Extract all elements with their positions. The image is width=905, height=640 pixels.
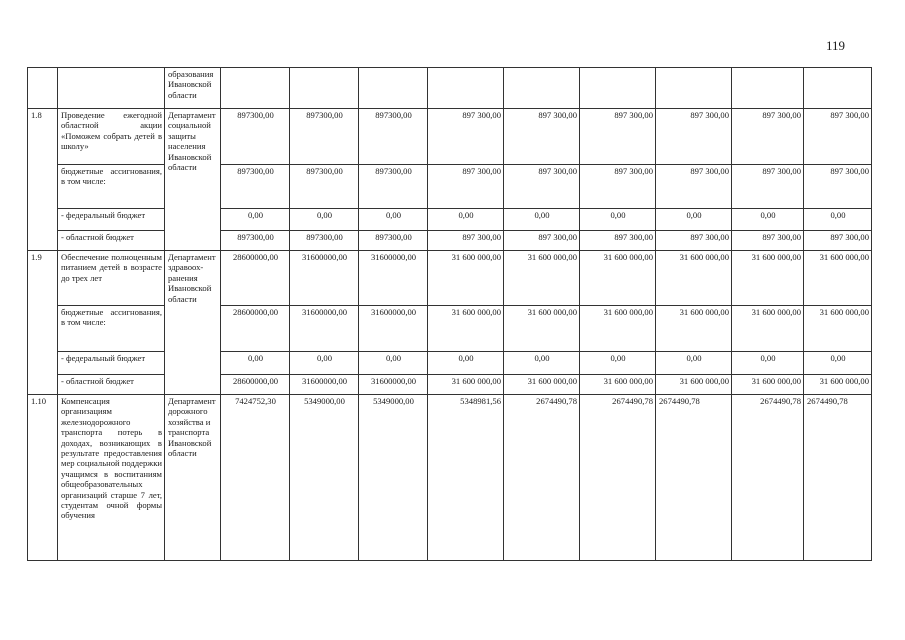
table-row bbox=[28, 231, 872, 251]
value-cell: 897 300,00 bbox=[428, 165, 504, 209]
value-cell: 0,00 bbox=[732, 352, 804, 375]
table-cell bbox=[580, 68, 656, 109]
value-cell: 0,00 bbox=[804, 352, 872, 375]
value-cell: 897 300,00 bbox=[804, 165, 872, 209]
value-cell: 897300,00 bbox=[290, 165, 359, 209]
value-cell: 31 600 000,00 bbox=[656, 375, 732, 395]
value-cell: 31600000,00 bbox=[359, 251, 428, 306]
item-name: Проведение ежегодной областной акции «Поможем собрать детей в школу» bbox=[58, 109, 165, 165]
value-cell: 31 600 000,00 bbox=[656, 251, 732, 306]
table-cell bbox=[58, 68, 165, 109]
value-cell: 0,00 bbox=[656, 352, 732, 375]
value-cell: 0,00 bbox=[504, 352, 580, 375]
value-cell: 2674490,78 bbox=[804, 395, 872, 561]
value-cell: 31600000,00 bbox=[359, 306, 428, 352]
value-cell: 31 600 000,00 bbox=[804, 251, 872, 306]
value-cell: 0,00 bbox=[359, 209, 428, 231]
table-row bbox=[28, 251, 872, 306]
value-cell: 31 600 000,00 bbox=[428, 375, 504, 395]
value-cell: 0,00 bbox=[656, 209, 732, 231]
item-name: Компенсация организациям железнодорожного транспорта потерь в доходах, возникающих в результате предоставления мер социальной поддержки учащимся в воспитаниям общеобразовательных организаций старше 7 лет, студентам очной формы обучения bbox=[58, 395, 165, 561]
executor-cell: Департамент здравоох-ранения Ивановской области bbox=[165, 251, 221, 395]
item-number: 1.10 bbox=[28, 395, 58, 561]
value-cell: 31 600 000,00 bbox=[580, 251, 656, 306]
row-label: бюджетные ассигнования, в том числе: bbox=[58, 306, 165, 352]
item-number: 1.8 bbox=[28, 109, 58, 251]
value-cell: 31 600 000,00 bbox=[428, 251, 504, 306]
row-label: - областной бюджет bbox=[58, 375, 165, 395]
value-cell: 31600000,00 bbox=[290, 251, 359, 306]
value-cell: 2674490,78 bbox=[504, 395, 580, 561]
table-row bbox=[28, 68, 872, 109]
value-cell: 897 300,00 bbox=[580, 109, 656, 165]
table-cell bbox=[359, 68, 428, 109]
value-cell: 897 300,00 bbox=[656, 165, 732, 209]
value-cell: 897 300,00 bbox=[428, 231, 504, 251]
table-cell bbox=[290, 68, 359, 109]
value-cell: 0,00 bbox=[732, 209, 804, 231]
table-row bbox=[28, 352, 872, 375]
value-cell: 897300,00 bbox=[359, 165, 428, 209]
value-cell: 897300,00 bbox=[290, 109, 359, 165]
value-cell: 897 300,00 bbox=[504, 109, 580, 165]
value-cell: 897300,00 bbox=[221, 165, 290, 209]
value-cell: 897300,00 bbox=[359, 109, 428, 165]
table-row bbox=[28, 395, 872, 561]
value-cell: 31 600 000,00 bbox=[504, 375, 580, 395]
table-row bbox=[28, 109, 872, 165]
row-label: бюджетные ассигнования, в том числе: bbox=[58, 165, 165, 209]
value-cell: 31 600 000,00 bbox=[804, 306, 872, 352]
value-cell: 31600000,00 bbox=[290, 375, 359, 395]
value-cell: 31 600 000,00 bbox=[504, 251, 580, 306]
value-cell: 897 300,00 bbox=[732, 165, 804, 209]
value-cell: 31 600 000,00 bbox=[580, 375, 656, 395]
value-cell: 31 600 000,00 bbox=[656, 306, 732, 352]
value-cell: 0,00 bbox=[428, 352, 504, 375]
value-cell: 5349000,00 bbox=[290, 395, 359, 561]
value-cell: 7424752,30 bbox=[221, 395, 290, 561]
value-cell: 897 300,00 bbox=[732, 109, 804, 165]
table-cell bbox=[732, 68, 804, 109]
value-cell: 31 600 000,00 bbox=[732, 251, 804, 306]
value-cell: 897 300,00 bbox=[580, 165, 656, 209]
table-cell bbox=[504, 68, 580, 109]
value-cell: 0,00 bbox=[290, 209, 359, 231]
value-cell: 2674490,78 bbox=[580, 395, 656, 561]
table-cell bbox=[221, 68, 290, 109]
value-cell: 897 300,00 bbox=[656, 231, 732, 251]
value-cell: 0,00 bbox=[580, 209, 656, 231]
table-row bbox=[28, 209, 872, 231]
value-cell: 897 300,00 bbox=[428, 109, 504, 165]
value-cell: 31600000,00 bbox=[290, 306, 359, 352]
table-row bbox=[28, 306, 872, 352]
page-number: 119 bbox=[826, 38, 846, 53]
value-cell: 0,00 bbox=[504, 209, 580, 231]
executor-cell: образования Ивановской области bbox=[165, 68, 221, 109]
value-cell: 897 300,00 bbox=[732, 231, 804, 251]
value-cell: 31 600 000,00 bbox=[732, 375, 804, 395]
value-cell: 31 600 000,00 bbox=[732, 306, 804, 352]
value-cell: 897 300,00 bbox=[580, 231, 656, 251]
item-name: Обеспечение полноценным питанием детей в возрасте до трех лет bbox=[58, 251, 165, 306]
value-cell: 897300,00 bbox=[290, 231, 359, 251]
value-cell: 2674490,78 bbox=[656, 395, 732, 561]
executor-cell: Департамент социальной защиты населения Ивановской области bbox=[165, 109, 221, 251]
value-cell: 31 600 000,00 bbox=[428, 306, 504, 352]
item-number: 1.9 bbox=[28, 251, 58, 395]
value-cell: 0,00 bbox=[580, 352, 656, 375]
value-cell: 28600000,00 bbox=[221, 251, 290, 306]
table-cell bbox=[804, 68, 872, 109]
value-cell: 0,00 bbox=[359, 352, 428, 375]
value-cell: 28600000,00 bbox=[221, 375, 290, 395]
value-cell: 897 300,00 bbox=[504, 231, 580, 251]
value-cell: 897 300,00 bbox=[804, 231, 872, 251]
budget-table bbox=[27, 67, 872, 561]
value-cell: 0,00 bbox=[221, 209, 290, 231]
value-cell: 5349000,00 bbox=[359, 395, 428, 561]
value-cell: 31 600 000,00 bbox=[504, 306, 580, 352]
value-cell: 0,00 bbox=[221, 352, 290, 375]
value-cell: 31600000,00 bbox=[359, 375, 428, 395]
value-cell: 897 300,00 bbox=[504, 165, 580, 209]
value-cell: 0,00 bbox=[290, 352, 359, 375]
value-cell: 897300,00 bbox=[221, 231, 290, 251]
value-cell: 2674490,78 bbox=[732, 395, 804, 561]
executor-cell: Департамент дорожного хозяйства и транспорта Ивановской области bbox=[165, 395, 221, 561]
value-cell: 897300,00 bbox=[359, 231, 428, 251]
row-label: - областной бюджет bbox=[58, 231, 165, 251]
row-label: - федеральный бюджет bbox=[58, 209, 165, 231]
table-cell bbox=[656, 68, 732, 109]
value-cell: 0,00 bbox=[428, 209, 504, 231]
value-cell: 0,00 bbox=[804, 209, 872, 231]
value-cell: 897 300,00 bbox=[804, 109, 872, 165]
value-cell: 31 600 000,00 bbox=[804, 375, 872, 395]
table-row bbox=[28, 375, 872, 395]
value-cell: 5348981,56 bbox=[428, 395, 504, 561]
value-cell: 897 300,00 bbox=[656, 109, 732, 165]
table-row bbox=[28, 165, 872, 209]
row-label: - федеральный бюджет bbox=[58, 352, 165, 375]
table-cell bbox=[28, 68, 58, 109]
table-cell bbox=[428, 68, 504, 109]
value-cell: 28600000,00 bbox=[221, 306, 290, 352]
value-cell: 31 600 000,00 bbox=[580, 306, 656, 352]
value-cell: 897300,00 bbox=[221, 109, 290, 165]
